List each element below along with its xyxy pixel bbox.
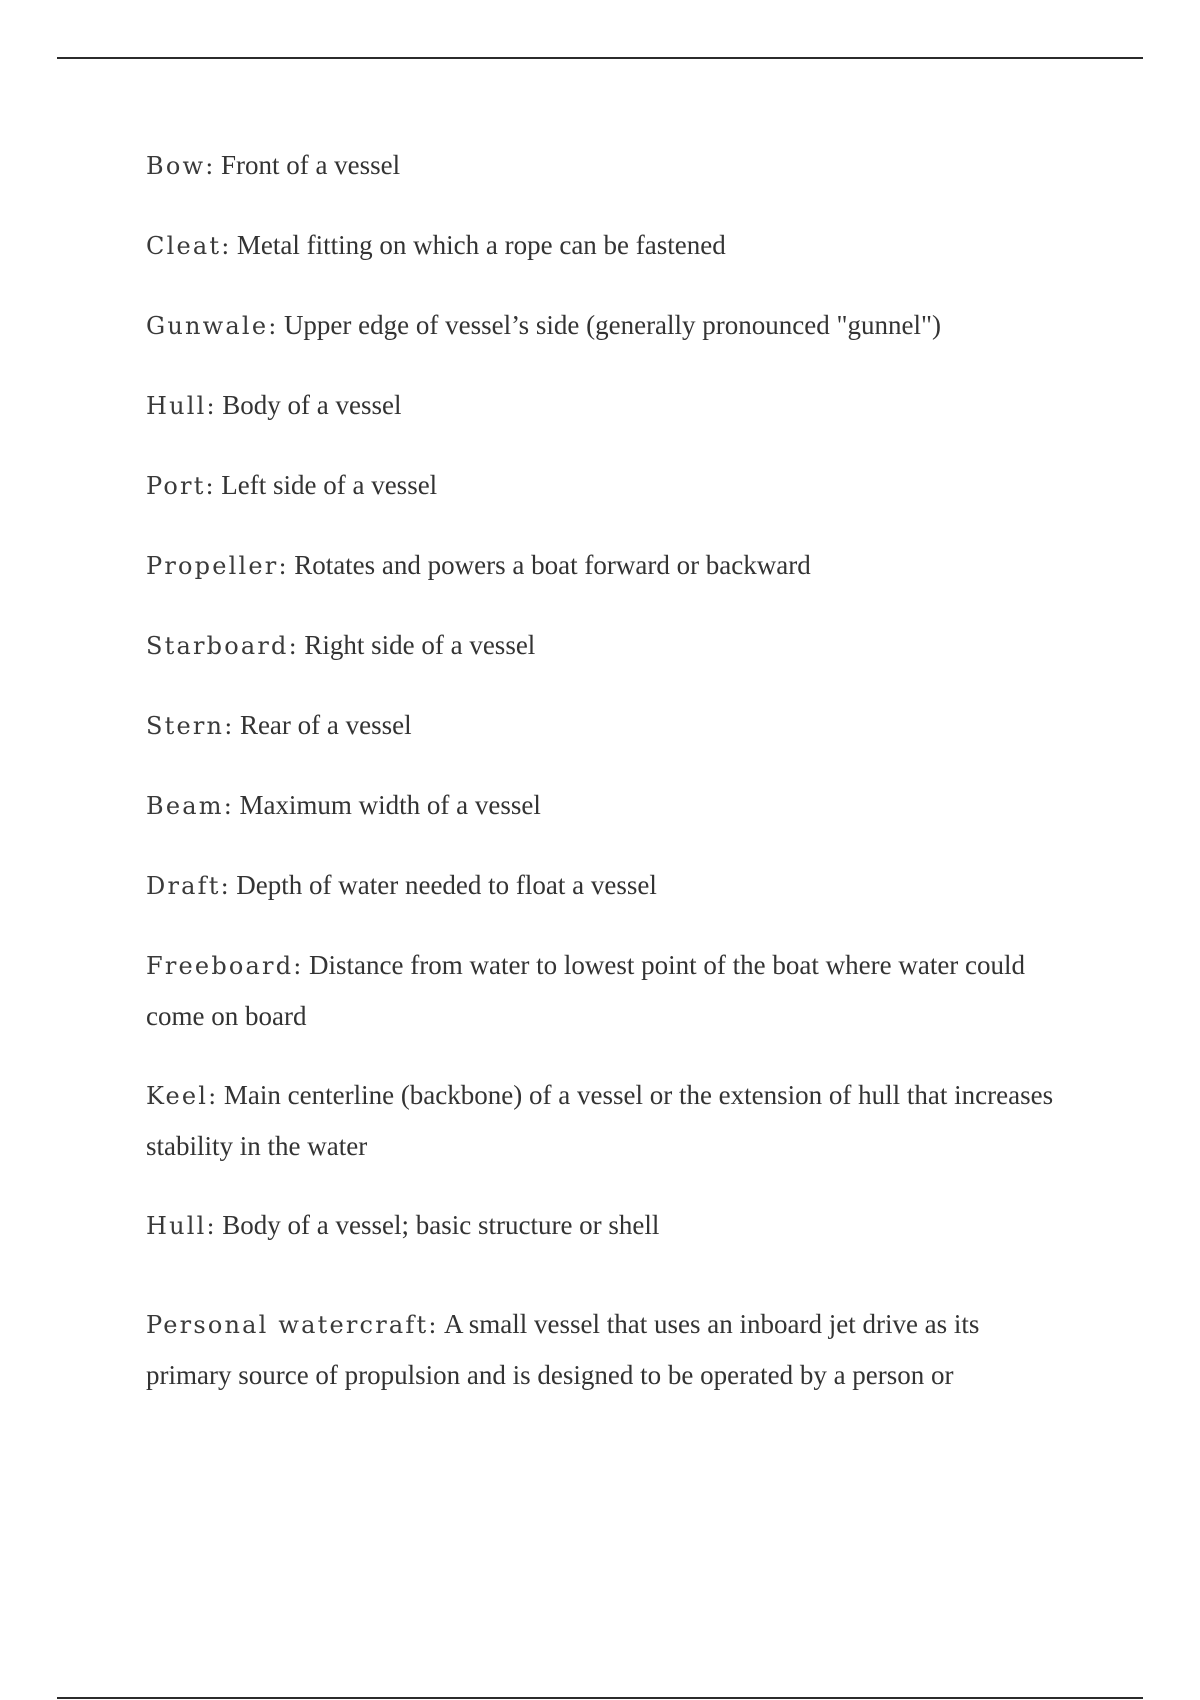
glossary-entry-hull: Hull: Body of a vessel (146, 390, 402, 420)
glossary-definition: Metal fitting on which a rope can be fastened (236, 230, 726, 260)
glossary-term: Starboard (146, 632, 289, 660)
glossary-term: Personal watercraft (146, 1311, 429, 1339)
glossary-list (146, 140, 1066, 1400)
glossary-term: Gunwale (146, 312, 269, 340)
glossary-term: Draft (146, 872, 221, 900)
glossary-entry-personal-watercraft: Personal watercraft: A small vessel that uses an inboard jet drive as its primary source of propulsion and is designed to be operated by a person or (146, 1309, 980, 1390)
glossary-entry-beam: Beam: Maximum width of a vessel (146, 790, 541, 820)
glossary-term: Beam (146, 792, 224, 820)
glossary-definition: Body of a vessel (222, 390, 402, 420)
glossary-entry-keel: Keel: Main centerline (backbone) of a vessel or the extension of hull that increases stability in the water (146, 1080, 1054, 1161)
glossary-definition: Rotates and powers a boat forward or backward (294, 550, 811, 580)
glossary-definition: Front of a vessel (220, 150, 401, 180)
glossary-entry-freeboard: Freeboard: Distance from water to lowest point of the boat where water could come on board (146, 950, 1026, 1031)
glossary-definition: Main centerline (backbone) of a vessel or the extension of hull that increases stability in the water (146, 1080, 1054, 1161)
glossary-term: Cleat (146, 232, 222, 260)
bottom-divider (57, 1697, 1143, 1699)
glossary-definition: Depth of water needed to float a vessel (236, 870, 657, 900)
glossary-term: Keel (146, 1082, 209, 1110)
glossary-definition: Right side of a vessel (304, 630, 536, 660)
glossary-term: Hull (146, 392, 207, 420)
glossary-definition: Body of a vessel; basic structure or shell (222, 1210, 660, 1240)
glossary-entry-gunwale: Gunwale: Upper edge of vessel’s side (generally pronounced "gunnel") (146, 310, 942, 340)
glossary-term: Propeller (146, 552, 279, 580)
glossary-term: Freeboard (146, 952, 294, 980)
glossary-definition: Maximum width of a vessel (239, 790, 541, 820)
glossary-entry-stern: Stern: Rear of a vessel (146, 710, 412, 740)
glossary-entry-starboard: Starboard: Right side of a vessel (146, 630, 536, 660)
glossary-entry-cleat: Cleat: Metal fitting on which a rope can be fastened (146, 230, 726, 260)
glossary-entry-port: Port: Left side of a vessel (146, 470, 438, 500)
glossary-term: Hull (146, 1212, 207, 1240)
glossary-term: Port (146, 472, 206, 500)
glossary-definition: Upper edge of vessel’s side (generally pronounced "gunnel") (283, 310, 942, 340)
glossary-entry-bow: Bow: Front of a vessel (146, 150, 401, 180)
glossary-definition: Distance from water to lowest point of the boat where water could come on board (146, 950, 1026, 1031)
glossary-term: Bow (146, 152, 206, 180)
glossary-definition: Rear of a vessel (239, 710, 412, 740)
glossary-definition: A small vessel that uses an inboard jet drive as its primary source of propulsion and is designed to be operated by a person or (146, 1309, 980, 1390)
glossary-term: Stern (146, 712, 225, 740)
glossary-entry-draft: Draft: Depth of water needed to float a vessel (146, 870, 657, 900)
glossary-definition: Left side of a vessel (221, 470, 438, 500)
top-divider (57, 57, 1143, 59)
glossary-entry-hull-structure: Hull: Body of a vessel; basic structure or shell (146, 1210, 660, 1240)
glossary-entry-propeller: Propeller: Rotates and powers a boat forward or backward (146, 550, 811, 580)
